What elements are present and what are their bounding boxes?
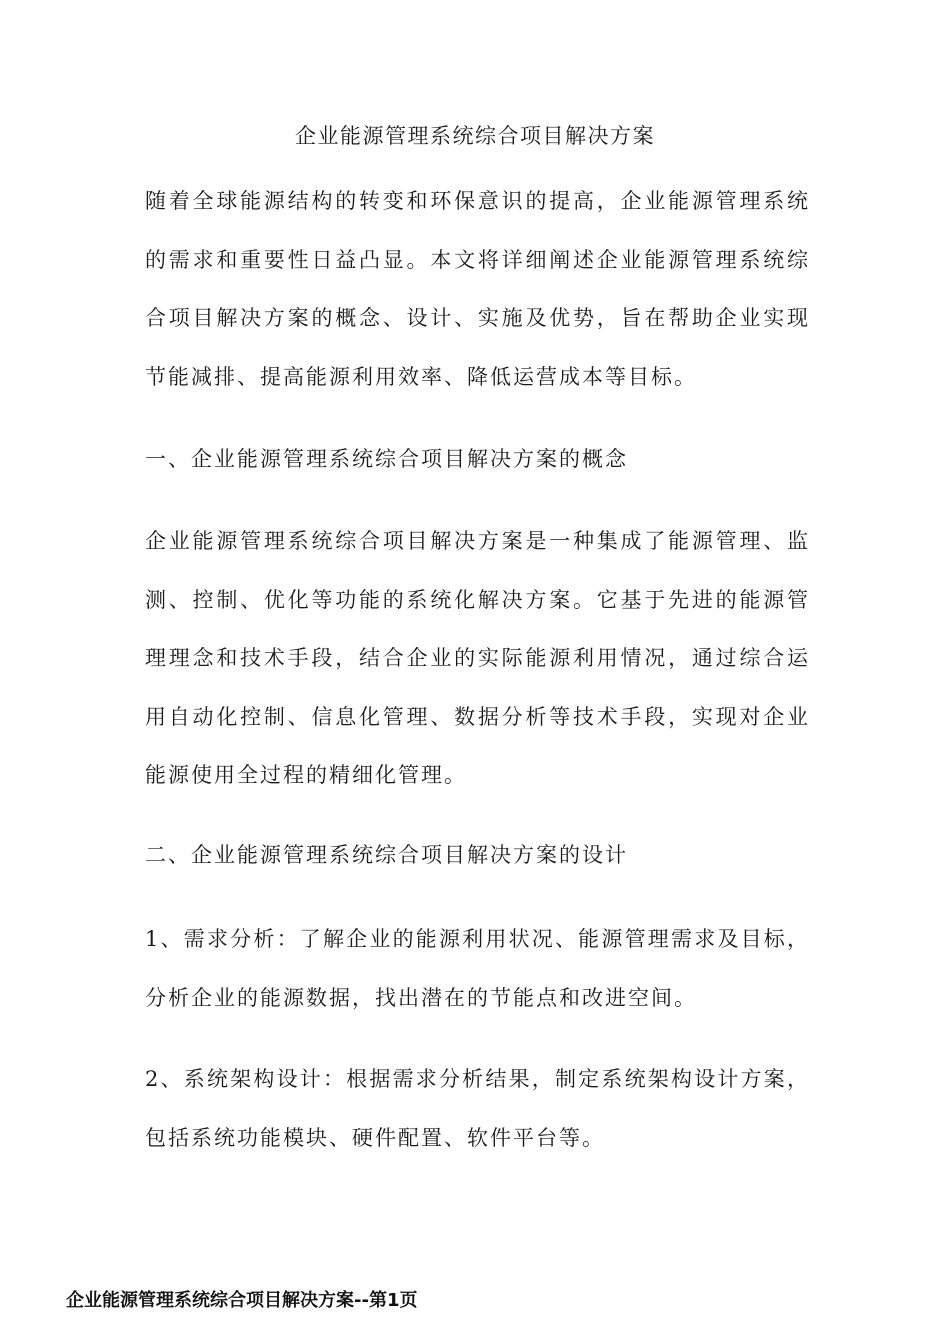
section-1-heading: 一、企业能源管理系统综合项目解决方案的概念 [145,447,628,471]
page-footer: 企业能源管理系统综合项目解决方案--第1页 [66,1290,418,1311]
document-title: 企业能源管理系统综合项目解决方案 [295,124,655,148]
system-architecture-item: 2、系统架构设计：根据需求分析结果，制定系统架构设计方案，包括系统功能模块、硬件配置、软件平台等。 [145,1067,810,1150]
section-1-paragraph: 企业能源管理系统综合项目解决方案是一种集成了能源管理、监测、控制、优化等功能的系统化解决方案。它基于先进的能源管理理念和技术手段，结合企业的实际能源利用情况，通过综合运用自动化控制、信息化管理、数据分析等技术手段，实现对企业能源使用全过程的精细化管理。 [145,529,810,787]
intro-paragraph: 随着全球能源结构的转变和环保意识的提高，企业能源管理系统的需求和重要性日益凸显。本文将详细阐述企业能源管理系统综合项目解决方案的概念、设计、实施及优势，旨在帮助企业实现节能减排、提高能源利用效率、降低运营成本等目标。 [145,189,810,389]
requirements-analysis-item: 1、需求分析：了解企业的能源利用状况、能源管理需求及目标，分析企业的能源数据，找出潜在的节能点和改进空间。 [145,927,810,1010]
section-2-heading: 二、企业能源管理系统综合项目解决方案的设计 [145,843,628,867]
